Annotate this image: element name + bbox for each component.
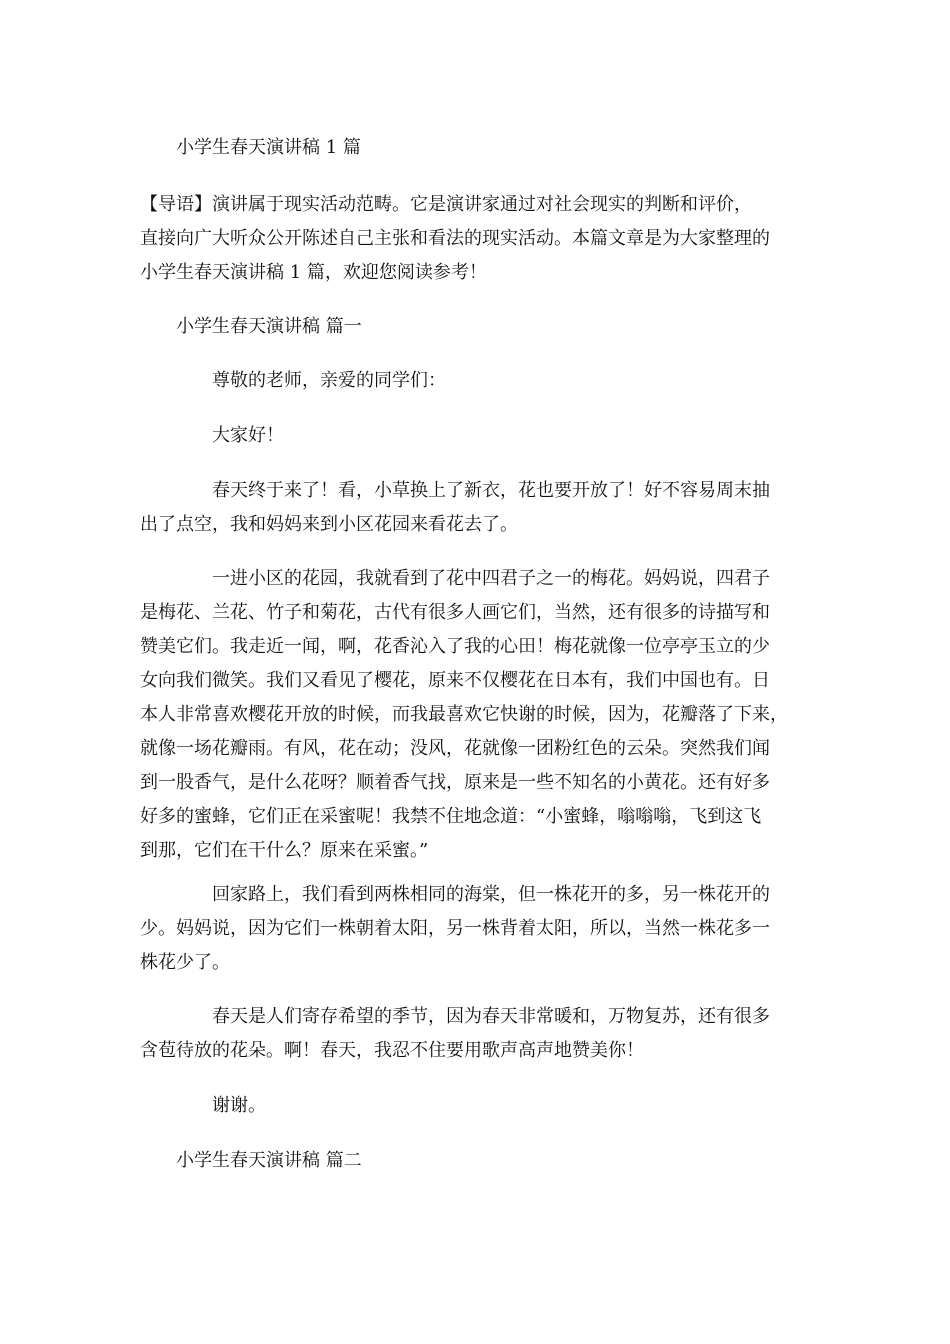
section-one-heading: 小学生春天演讲稿 篇一	[176, 316, 362, 337]
paragraph-4-line-2: 含苞待放的花朵。啊！春天，我忍不住要用歌声高声地赞美你！	[140, 1040, 644, 1061]
paragraph-2-line-5: 本人非常喜欢樱花开放的时候，而我最喜欢它快谢的时候，因为，花瓣落了下来，	[140, 704, 788, 725]
paragraph-1-line-2: 出了点空，我和妈妈来到小区花园来看花去了。	[140, 514, 518, 535]
paragraph-2-line-8: 好多的蜜蜂，它们正在采蜜呢！我禁不住地念道：“小蜜蜂，嗡嗡嗡，飞到这飞	[140, 806, 762, 827]
section-two-heading: 小学生春天演讲稿 篇二	[176, 1150, 362, 1171]
paragraph-1-line-1: 春天终于来了！看，小草换上了新衣，花也要开放了！好不容易周末抽	[212, 480, 770, 501]
intro-line-1: 【导语】演讲属于现实活动范畴。它是演讲家通过对社会现实的判断和评价，	[140, 194, 752, 215]
greeting: 大家好！	[212, 425, 284, 446]
paragraph-3-line-2: 少。妈妈说，因为它们一株朝着太阳，另一株背着太阳，所以，当然一株花多一	[140, 918, 770, 939]
paragraph-2-line-3: 赞美它们。我走近一闻，啊，花香沁入了我的心田！梅花就像一位亭亭玉立的少	[140, 636, 770, 657]
paragraph-2-line-1: 一进小区的花园，我就看到了花中四君子之一的梅花。妈妈说，四君子	[212, 568, 770, 589]
closing: 谢谢。	[212, 1095, 266, 1116]
paragraph-2-line-2: 是梅花、兰花、竹子和菊花，古代有很多人画它们，当然，还有很多的诗描写和	[140, 602, 770, 623]
salutation: 尊敬的老师，亲爱的同学们：	[212, 370, 446, 391]
paragraph-2-line-7: 到一股香气，是什么花呀？顺着香气找，原来是一些不知名的小黄花。还有好多	[140, 772, 770, 793]
paragraph-3-line-1: 回家路上，我们看到两株相同的海棠，但一株花开的多，另一株花开的	[212, 884, 770, 905]
intro-line-2: 直接向广大听众公开陈述自己主张和看法的现实活动。本篇文章是为大家整理的	[140, 228, 770, 249]
document-title: 小学生春天演讲稿 1 篇	[176, 137, 361, 158]
paragraph-2-line-9: 到那，它们在干什么？原来在采蜜。”	[140, 840, 429, 861]
paragraph-2-line-4: 女向我们微笑。我们又看见了樱花，原来不仅樱花在日本有，我们中国也有。日	[140, 670, 770, 691]
paragraph-2-line-6: 就像一场花瓣雨。有风，花在动；没风，花就像一团粉红色的云朵。突然我们闻	[140, 738, 770, 759]
paragraph-3-line-3: 株花少了。	[140, 952, 230, 973]
intro-line-3: 小学生春天演讲稿 1 篇，欢迎您阅读参考！	[140, 262, 487, 283]
paragraph-4-line-1: 春天是人们寄存希望的季节，因为春天非常暖和，万物复苏，还有很多	[212, 1006, 770, 1027]
